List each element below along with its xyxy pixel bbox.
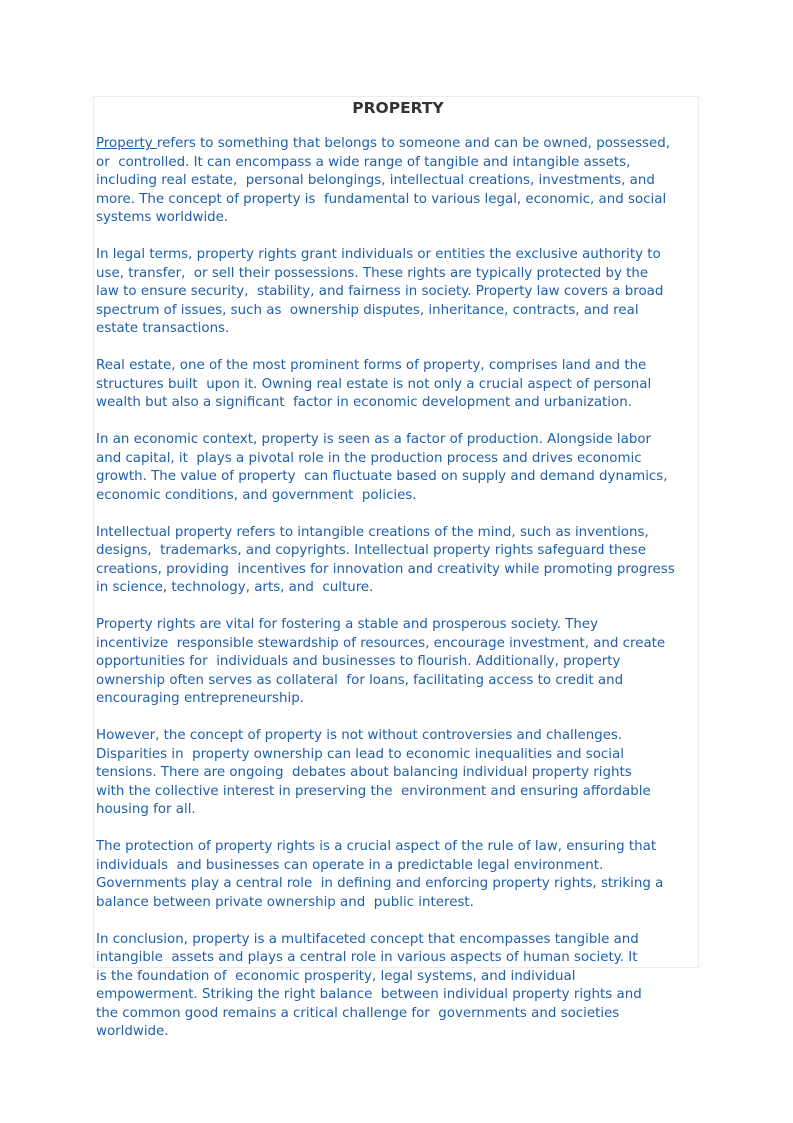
paragraph-line: Disparities in property ownership can lead to economic inequalities and social bbox=[96, 746, 624, 762]
line-text: refers to something that belongs to someone and can be owned, possessed, bbox=[156, 136, 671, 151]
paragraph-line: use, transfer, or sell their possessions. These rights are typically protected by the bbox=[96, 265, 649, 281]
paragraph-line: Property rights are vital for fostering a stable and prosperous society. They bbox=[96, 617, 599, 632]
paragraph-line: wealth but also a significant factor in economic development and urbanization. bbox=[96, 395, 632, 410]
paragraph-line: encouraging entrepreneurship. bbox=[96, 691, 304, 706]
property-link[interactable]: Property bbox=[96, 136, 157, 151]
paragraph-line: creations, providing incentives for innovation and creativity while promoting progress bbox=[96, 561, 675, 577]
paragraph bbox=[96, 246, 700, 339]
paragraph-line: individuals and businesses can operate in a predictable legal environment. bbox=[96, 857, 604, 873]
paragraph-line: ownership often serves as collateral for loans, facilitating access to credit and bbox=[96, 672, 624, 688]
paragraph-line: is the foundation of economic prosperity, legal systems, and individual bbox=[96, 968, 576, 984]
paragraph-line: The protection of property rights is a crucial aspect of the rule of law, ensuring that bbox=[96, 839, 657, 854]
paragraph-line: housing for all. bbox=[96, 802, 196, 817]
paragraph-line: including real estate, personal belongings, intellectual creations, investments, and bbox=[96, 173, 655, 188]
paragraph-line: law to ensure security, stability, and fairness in society. Property law covers a broad bbox=[96, 284, 664, 299]
paragraph-line: in science, technology, arts, and culture. bbox=[96, 580, 374, 595]
paragraph-line: spectrum of issues, such as ownership disputes, inheritance, contracts, and real bbox=[96, 302, 639, 318]
document-body bbox=[96, 96, 700, 1060]
paragraph-line: opportunities for individuals and businesses to flourish. Additionally, property bbox=[96, 654, 621, 669]
paragraph bbox=[96, 135, 700, 228]
paragraph bbox=[96, 616, 700, 709]
paragraph-line: growth. The value of property can fluctuate based on supply and demand dynamics, bbox=[96, 469, 668, 484]
paragraph bbox=[96, 357, 700, 413]
paragraph bbox=[96, 524, 700, 598]
paragraph-line: with the collective interest in preserving the environment and ensuring affordable bbox=[96, 783, 651, 799]
paragraph-line: designs, trademarks, and copyrights. Intellectual property rights safeguard these bbox=[96, 543, 646, 558]
paragraph-line: In conclusion, property is a multifaceted concept that encompasses tangible and bbox=[96, 931, 639, 947]
paragraph-line: In an economic context, property is seen as a factor of production. Alongside labor bbox=[96, 432, 652, 447]
paragraph-line: structures built upon it. Owning real estate is not only a crucial aspect of personal bbox=[96, 376, 652, 392]
paragraph-line: empowerment. Striking the right balance between individual property rights and bbox=[96, 987, 642, 1002]
paragraph-line: balance between private ownership and public interest. bbox=[96, 894, 474, 910]
paragraph-line: Governments play a central role in defining and enforcing property rights, striking a bbox=[96, 876, 664, 891]
paragraph-line: and capital, it plays a pivotal role in the production process and drives economic bbox=[96, 450, 642, 466]
paragraph bbox=[96, 931, 700, 1042]
paragraph bbox=[96, 838, 700, 912]
paragraph-line: worldwide. bbox=[96, 1024, 169, 1039]
paragraph-line: economic conditions, and government policies. bbox=[96, 487, 417, 503]
paragraph-line: tensions. There are ongoing debates about balancing individual property rights bbox=[96, 765, 632, 780]
paragraph-line: However, the concept of property is not without controversies and challenges. bbox=[96, 728, 623, 743]
paragraph-line: incentivize responsible stewardship of resources, encourage investment, and create bbox=[96, 635, 666, 651]
page-title: PROPERTY bbox=[352, 99, 444, 117]
paragraph-line: Intellectual property refers to intangible creations of the mind, such as inventions, bbox=[96, 524, 649, 540]
paragraph-line: estate transactions. bbox=[96, 321, 230, 336]
paragraph-line: the common good remains a critical challenge for governments and societies bbox=[96, 1005, 620, 1021]
paragraph-line: intangible assets and plays a central role in various aspects of human society. It bbox=[96, 950, 638, 965]
paragraph-line: In legal terms, property rights grant individuals or entities the exclusive authority to bbox=[96, 247, 661, 262]
paragraph-line: or controlled. It can encompass a wide range of tangible and intangible assets, bbox=[96, 154, 631, 170]
paragraph-line bbox=[96, 135, 700, 154]
paragraph bbox=[96, 727, 700, 820]
paragraph bbox=[96, 431, 700, 505]
paragraph-line: systems worldwide. bbox=[96, 210, 229, 225]
paragraph-line: more. The concept of property is fundamental to various legal, economic, and social bbox=[96, 191, 667, 207]
paragraph-line: Real estate, one of the most prominent forms of property, comprises land and the bbox=[96, 358, 647, 373]
